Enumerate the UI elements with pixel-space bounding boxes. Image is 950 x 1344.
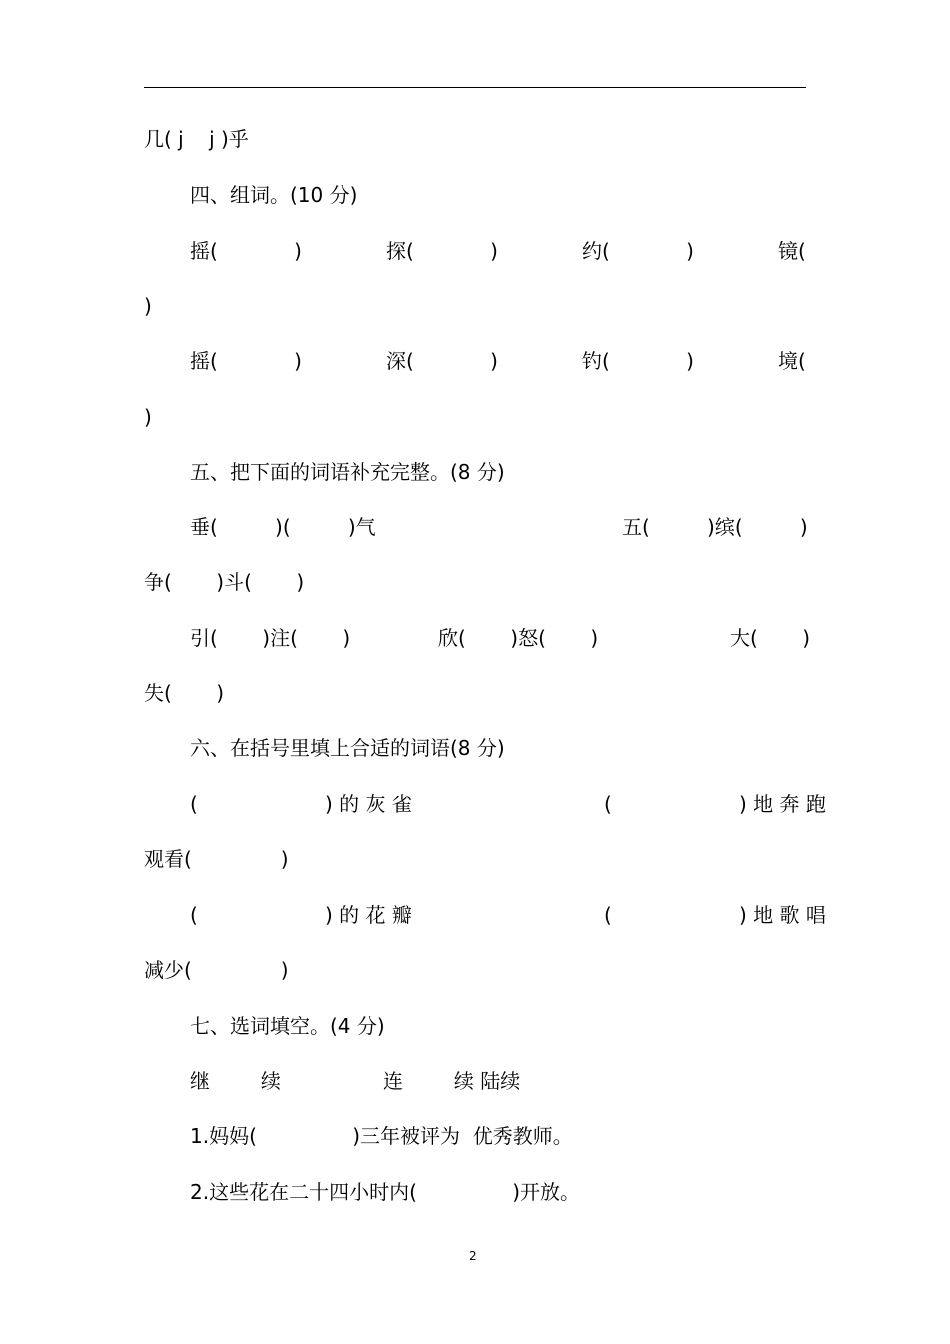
sec4-row1-tail: ) <box>144 294 152 318</box>
sec4-row2-item2: 深( ) <box>386 349 498 373</box>
page-number: 2 <box>469 1249 477 1263</box>
sec5-row2-tail: 失( ) <box>144 681 225 705</box>
sec7-option-1: 继 续 <box>190 1069 281 1093</box>
section4-heading: 四、组词。(10 分) <box>190 183 358 207</box>
sec5-row1-item2: 五( )缤( ) <box>622 515 808 539</box>
sec6-row1-item2: ( ) 地 奔 跑 <box>604 792 826 816</box>
sec4-row1-item1: 摇( ) <box>190 239 302 263</box>
section5-heading: 五、把下面的词语补充完整。(8 分) <box>190 460 505 484</box>
sec4-row2-item3: 钓( ) <box>582 349 694 373</box>
section7-heading: 七、选词填空。(4 分) <box>190 1014 385 1038</box>
sec5-row2-item1: 引( )注( ) <box>190 626 351 650</box>
sec5-row1-tail: 争( )斗( ) <box>144 570 305 594</box>
sec7-question-2: 2.这些花在二十四小时内( )开放。 <box>190 1180 581 1204</box>
sec5-row2-item2: 欣( )怒( ) <box>438 626 599 650</box>
sec4-row1-item4: 镜( <box>778 239 806 263</box>
sec6-row2-item1: ( ) 的 花 瓣 <box>190 903 412 927</box>
sec4-row2-item4: 境( <box>778 349 806 373</box>
sec4-row2-item1: 摇( ) <box>190 349 302 373</box>
sec7-option-2: 连 续 陆续 <box>383 1069 521 1093</box>
sec6-row1-tail: 观看( ) <box>144 847 289 871</box>
sec6-row2-item2: ( ) 地 歌 唱 <box>604 903 826 927</box>
continuation-line: 几( j j )乎 <box>144 127 249 151</box>
sec4-row1-item3: 约( ) <box>582 239 694 263</box>
header-rule <box>144 87 806 88</box>
sec7-question-1: 1.妈妈( )三年被评为 优秀教师。 <box>190 1124 573 1148</box>
sec6-row2-tail: 减少( ) <box>144 958 289 982</box>
sec5-row2-item3: 大( ) <box>730 626 811 650</box>
section6-heading: 六、在括号里填上合适的词语(8 分) <box>190 736 505 760</box>
sec4-row2-tail: ) <box>144 405 152 429</box>
sec5-row1-item1: 垂( )( )气 <box>190 515 376 539</box>
sec6-row1-item1: ( ) 的 灰 雀 <box>190 792 412 816</box>
sec4-row1-item2: 探( ) <box>386 239 498 263</box>
